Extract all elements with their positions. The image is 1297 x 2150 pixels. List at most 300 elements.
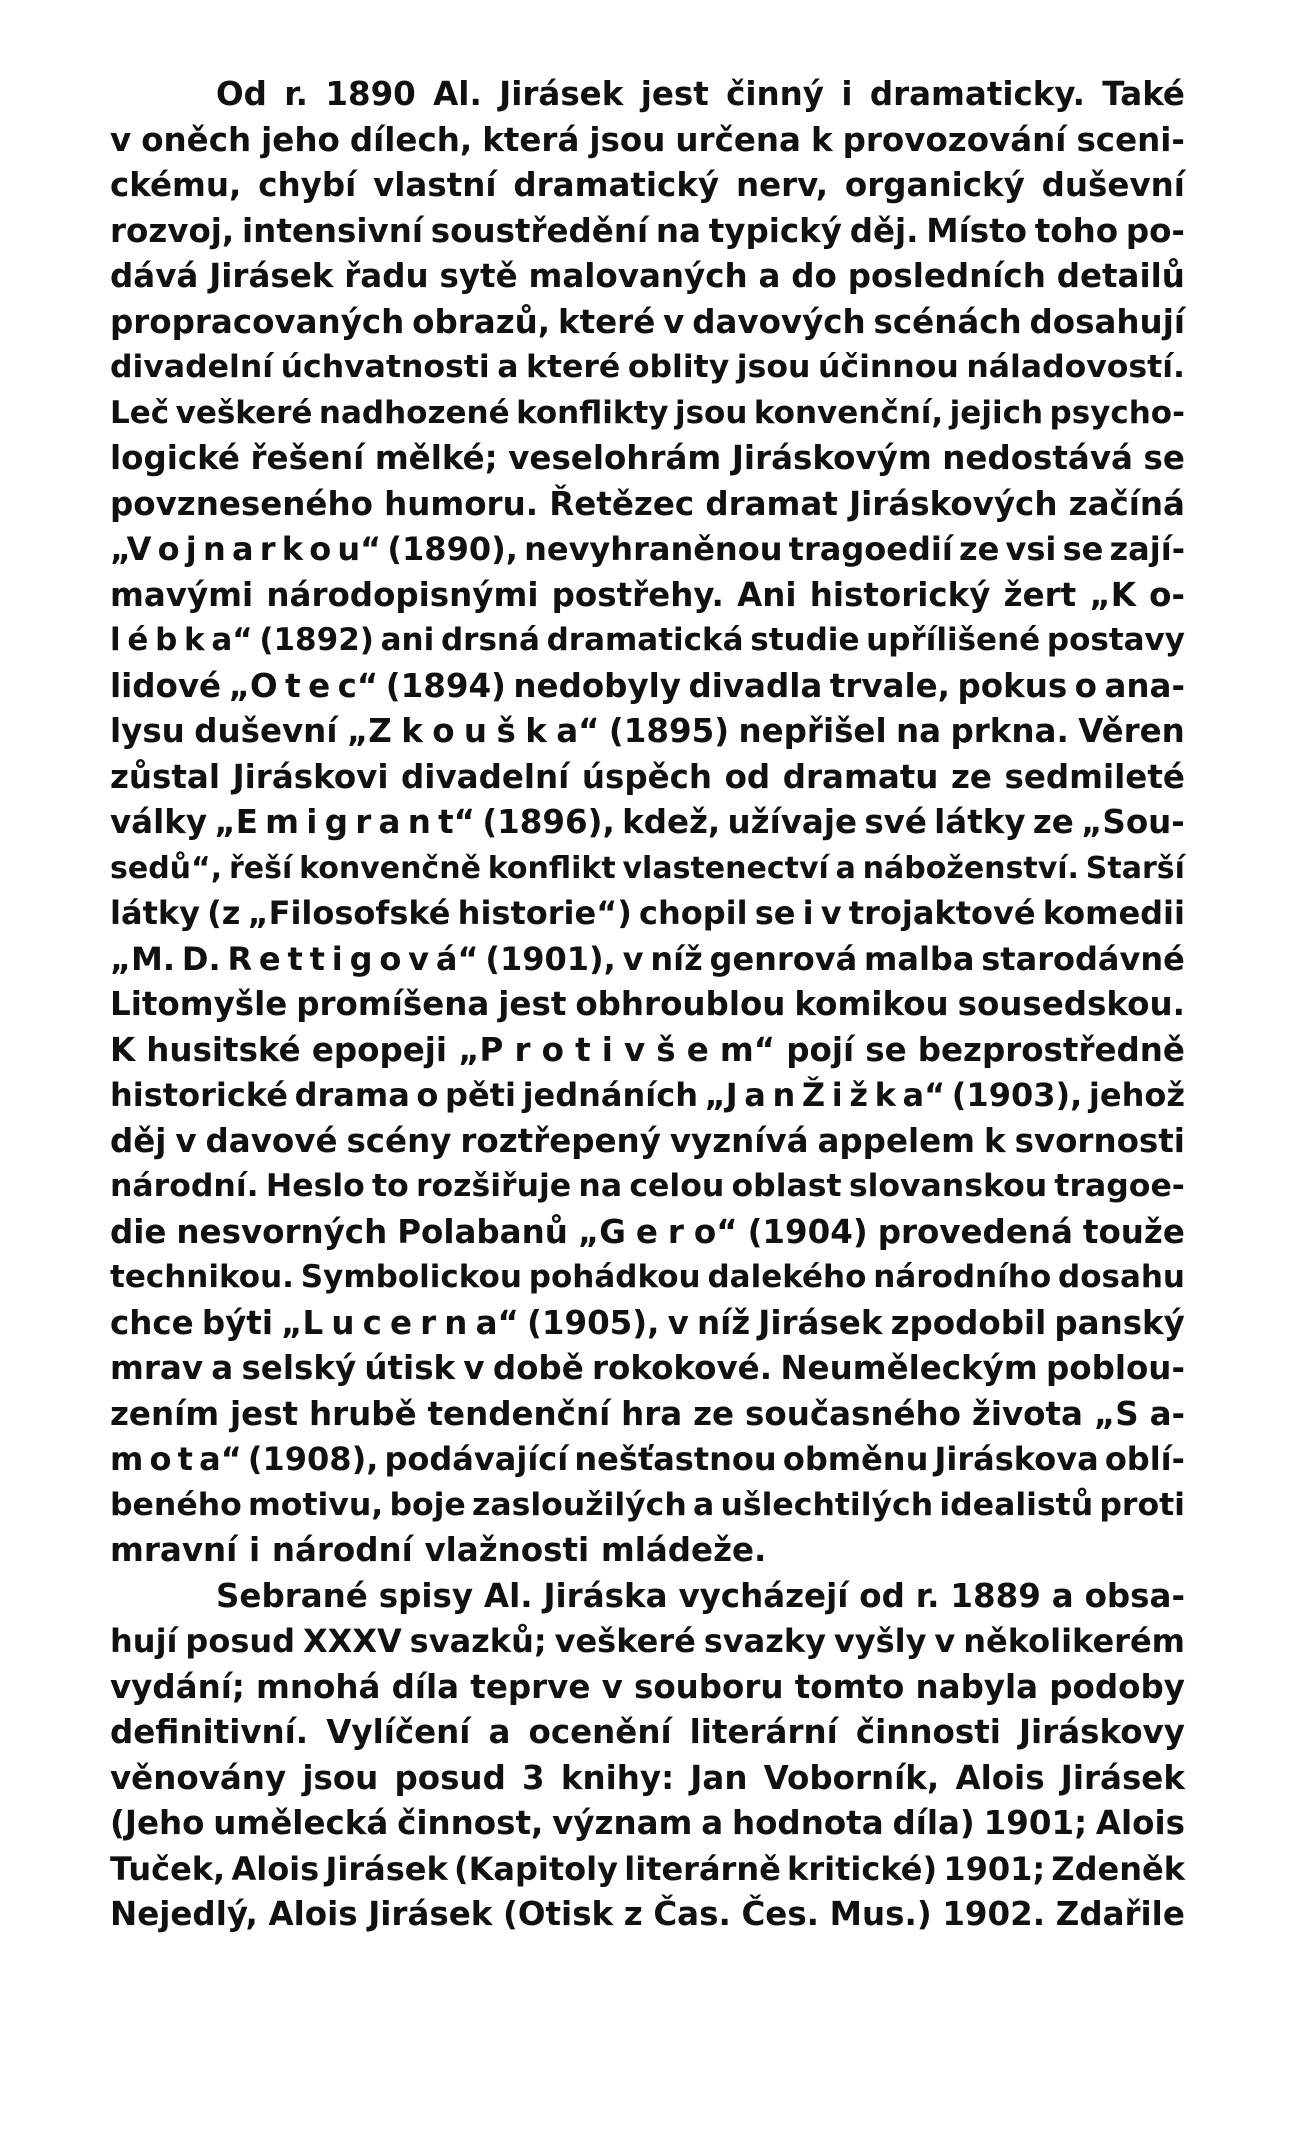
word: posledních (847, 257, 1046, 295)
word: věnovány (110, 1758, 287, 1797)
word: „V (110, 530, 152, 568)
word: žert (1003, 575, 1077, 614)
word: 1889 (950, 1576, 1041, 1615)
word: dramatická (546, 622, 744, 658)
word: vlastní (373, 166, 497, 204)
word: v (601, 1667, 623, 1706)
word: humoru. (384, 484, 539, 523)
word: scény (346, 1121, 452, 1160)
word: náboženství. (862, 850, 1079, 886)
word: e (258, 939, 281, 978)
word: vsi (1005, 530, 1057, 568)
text-line (110, 982, 1185, 1028)
word: roztřepený (460, 1121, 661, 1160)
word: celou (629, 1168, 725, 1204)
word: zůstal (110, 757, 221, 796)
word: podoby (1049, 1667, 1185, 1706)
word: historie“) (457, 894, 632, 932)
word: c (362, 1303, 382, 1342)
word: (1894) (385, 666, 506, 705)
word: zpodobil (890, 1303, 1047, 1342)
word: obsa- (1084, 1576, 1185, 1615)
text-line (110, 1710, 1185, 1756)
word: války (110, 803, 208, 841)
word: řešení (250, 439, 365, 477)
word: jejich (949, 394, 1044, 431)
word: do (791, 257, 837, 295)
word: Jirásek (209, 257, 334, 295)
word: o (309, 530, 332, 568)
word: promíšena (296, 985, 490, 1023)
word: sousedskou. (957, 985, 1185, 1023)
word: „Filosofské (247, 894, 451, 932)
word: národní. (110, 1168, 259, 1204)
word: o (541, 1030, 564, 1069)
word: i (802, 894, 814, 932)
word: divadla (688, 666, 823, 705)
word: to (372, 1168, 409, 1204)
word: i (841, 75, 853, 113)
word: š (656, 1030, 676, 1069)
word: sedů“, (110, 850, 223, 886)
word: bezprostředně (917, 1030, 1185, 1069)
word: hrubě (309, 1394, 417, 1433)
word: divadelní (401, 757, 570, 796)
word: o (416, 1076, 439, 1114)
word: r (355, 803, 372, 841)
word: Jirásek (758, 1303, 883, 1342)
word: národní (271, 1531, 413, 1569)
word: divadelní (110, 349, 274, 385)
word: g (349, 939, 373, 978)
word: trojaktové (848, 894, 1036, 932)
word: Leč (110, 394, 170, 431)
word: motivu, (247, 1486, 384, 1523)
word: komedii (1042, 894, 1185, 932)
word: davové (205, 1121, 338, 1160)
word: t“ (438, 803, 476, 841)
word: 1901; (943, 1849, 1046, 1888)
word: spisy (378, 1576, 474, 1615)
word: drsná (440, 622, 540, 658)
word: vyznívá (669, 1121, 809, 1160)
word: Heslo (265, 1168, 365, 1204)
word: c“ (337, 666, 379, 705)
word: díla (391, 1667, 460, 1706)
word: historické (110, 1076, 288, 1114)
word: Jirásek (1060, 1758, 1185, 1797)
word: pokus (957, 666, 1068, 705)
word: historický (809, 575, 991, 614)
word: určena (675, 120, 801, 159)
word: Čes. (741, 1895, 820, 1933)
word: v (934, 1622, 956, 1660)
word: chopil (639, 894, 748, 932)
word: (1905), (526, 1303, 660, 1342)
word: látky (110, 894, 200, 932)
word: mrav (110, 1349, 204, 1387)
word: „M. (110, 939, 176, 978)
text-line (110, 436, 1185, 482)
word: konvenčně (299, 850, 481, 886)
word: v (622, 939, 644, 978)
word: konflikty (516, 394, 669, 431)
word: z (623, 1895, 643, 1933)
word: genrová (709, 939, 858, 978)
word: Alois (231, 1849, 320, 1888)
word: řadu (344, 257, 429, 295)
word: posud (394, 1758, 506, 1797)
word: husitské (146, 1030, 301, 1069)
word: ze (1032, 803, 1074, 841)
word: v (623, 1030, 646, 1069)
word: ze (958, 530, 1000, 568)
word: pojí (786, 1030, 855, 1069)
word: r. (915, 1576, 940, 1615)
word: m (265, 803, 300, 841)
word: o“ (693, 1212, 738, 1251)
word: tragoe- (1054, 1168, 1185, 1204)
word: na (655, 211, 701, 250)
word: k (874, 1076, 896, 1114)
word: v (110, 120, 132, 159)
text-line (110, 1301, 1185, 1347)
text-line (110, 664, 1185, 710)
word: které (557, 302, 656, 341)
word: k (984, 1121, 1006, 1160)
word: nepřišel (738, 712, 887, 750)
word: scénách (873, 302, 1022, 341)
paragraph (110, 72, 1185, 1574)
word: nešťastnou (574, 1440, 777, 1478)
text-line (110, 1528, 1185, 1574)
word: ze (693, 1394, 735, 1433)
word: t (177, 1440, 193, 1478)
word: se (1143, 439, 1185, 477)
word: Čas. (653, 1895, 731, 1933)
word: „S (1093, 1394, 1139, 1433)
word: nevyhraněnou (524, 530, 783, 568)
word: Od (216, 75, 267, 113)
text-line (110, 1574, 1185, 1620)
text-line (110, 482, 1185, 528)
word: m“ (719, 1030, 776, 1069)
text-line (110, 1483, 1185, 1529)
word: umělecká (213, 1804, 389, 1842)
word: k (810, 120, 833, 159)
text-line (110, 1437, 1185, 1483)
word: Alois (955, 1758, 1045, 1797)
word: o (379, 939, 402, 978)
word: 1890 (325, 75, 416, 113)
word: proti (1099, 1486, 1185, 1523)
word: t (285, 666, 301, 705)
word: á“ (435, 939, 479, 978)
text-line (110, 1665, 1185, 1711)
word: R (227, 939, 253, 978)
word: t (575, 1030, 591, 1069)
word: současného (745, 1394, 962, 1433)
word: toho (1034, 211, 1119, 250)
word: k (401, 712, 423, 750)
word: ocenění (528, 1713, 672, 1751)
word: chybí (258, 166, 357, 204)
word: (z (207, 894, 241, 932)
word: vyšly (833, 1622, 927, 1660)
word: ani (380, 622, 435, 658)
word: n (407, 803, 431, 841)
word: jsou (736, 349, 811, 385)
word: Al. (433, 75, 482, 113)
word: duševní (194, 712, 338, 750)
word: době (492, 1349, 584, 1387)
word: provedená (877, 1212, 1073, 1251)
word: j (185, 530, 197, 568)
word: a (835, 850, 856, 886)
word: 1902. (942, 1895, 1046, 1933)
word: die (110, 1212, 167, 1251)
word: rokokové. (592, 1349, 773, 1387)
word: zají- (1109, 530, 1185, 568)
text-line (110, 72, 1185, 118)
word: lysu (110, 712, 185, 750)
word: pohádkou (528, 1259, 701, 1295)
word: mavými (110, 575, 254, 614)
word: „L (281, 1303, 324, 1342)
word: v (663, 302, 685, 341)
word: úchvatnosti (280, 349, 490, 385)
word: „Z (346, 712, 392, 750)
text-line (110, 1801, 1185, 1847)
word: typický (708, 211, 842, 250)
word: od (859, 1576, 905, 1615)
word: XXXV (302, 1622, 402, 1660)
text-line (110, 891, 1185, 937)
word: logické (110, 439, 240, 477)
word: r (259, 530, 276, 568)
word: panský (1054, 1303, 1185, 1342)
word: „G (577, 1212, 626, 1251)
text-line (110, 709, 1185, 755)
word: malba (864, 939, 975, 978)
word: a (744, 1076, 766, 1114)
word: (Kapitoly (453, 1849, 618, 1888)
word: komikou (794, 985, 949, 1023)
word: dalekého (707, 1259, 867, 1295)
word: trvale, (829, 666, 950, 705)
word: chce (110, 1303, 194, 1342)
word: jsou (302, 1758, 379, 1797)
word: hra (621, 1394, 683, 1433)
word: obhroublou (575, 985, 786, 1023)
word: r (514, 1030, 531, 1069)
word: několikerém (963, 1622, 1185, 1660)
text-line (110, 118, 1185, 164)
word: o (149, 1440, 172, 1478)
word: „K (1089, 575, 1136, 614)
word: studie (750, 622, 860, 658)
word: a (692, 1486, 715, 1523)
word: dává (110, 257, 199, 295)
word: se (1062, 530, 1104, 568)
word: konflikt (487, 850, 616, 886)
word: g (324, 803, 348, 841)
word: „Sou- (1081, 803, 1185, 841)
word: propracovaných (110, 302, 405, 341)
word: dramatický (513, 166, 720, 204)
word: v (408, 939, 429, 978)
text-line (110, 1847, 1185, 1893)
word: o (432, 712, 455, 750)
text-line (110, 1392, 1185, 1438)
word: k (281, 530, 303, 568)
word: účinnou (817, 349, 959, 385)
word: a“ (199, 1440, 242, 1478)
word: a (488, 1713, 511, 1751)
word: k (183, 622, 205, 658)
word: jednáních (522, 1076, 699, 1114)
word: v (667, 1303, 689, 1342)
word: vlastenectví (622, 850, 829, 886)
word: epopeji (311, 1030, 448, 1069)
word: na (578, 1168, 623, 1204)
text-line (110, 937, 1185, 983)
word: a (758, 257, 781, 295)
word: vlažnosti (424, 1531, 590, 1569)
word: své (864, 803, 927, 841)
word: hují (110, 1622, 178, 1660)
word: knihy: (560, 1758, 675, 1797)
word: nadhozené (318, 394, 510, 431)
word: (1892) (259, 622, 374, 658)
word: které (526, 349, 621, 385)
word: Sebrané (216, 1576, 368, 1615)
word: Jirásek (499, 75, 624, 113)
word: jest (498, 985, 567, 1023)
word: drama (294, 1076, 410, 1114)
word: t (309, 939, 325, 978)
word: činný (726, 75, 824, 113)
word: (Jeho (110, 1804, 205, 1842)
word: činnosti (855, 1713, 1001, 1751)
word: obměnu (782, 1440, 929, 1478)
word: ze (950, 757, 992, 796)
word: konvenční, (753, 394, 944, 431)
word: davových (692, 302, 866, 341)
word: jeho (261, 120, 340, 159)
word: l (110, 622, 121, 658)
word: i (601, 1030, 613, 1069)
word: D. (181, 939, 221, 978)
word: Litomyšle (110, 985, 288, 1023)
word: děj. (849, 211, 919, 250)
word: Voborník, (763, 1758, 940, 1797)
word: a (497, 349, 519, 385)
word: a (211, 1349, 234, 1387)
word: psycho- (1049, 394, 1185, 431)
word: K (110, 1030, 136, 1069)
word: intensivní (242, 211, 423, 250)
word: a“ (475, 1303, 519, 1342)
word: díla) (892, 1804, 975, 1842)
word: n (772, 1076, 796, 1114)
word: n (444, 1303, 468, 1342)
word: o (157, 530, 180, 568)
word: „P (458, 1030, 504, 1069)
word: mravní (110, 1531, 238, 1569)
word: postřehy. (551, 575, 724, 614)
word: Jan (690, 1758, 748, 1797)
word: svazky (703, 1622, 826, 1660)
text-line (110, 1346, 1185, 1392)
word: Vylíčení (326, 1713, 471, 1751)
word: Místo (926, 211, 1027, 250)
word: tragoedií (788, 530, 953, 568)
word: národního (873, 1259, 1052, 1295)
word: e (389, 1303, 413, 1342)
word: mělké; (374, 439, 498, 477)
word: v (175, 1121, 197, 1160)
word: Jiráskových (849, 484, 1058, 523)
word: rozvoj, (110, 211, 235, 250)
word: života (971, 1394, 1083, 1433)
word: Nejedlý, (110, 1895, 258, 1933)
word: dílech, (349, 120, 473, 159)
word: Ž (801, 1076, 826, 1114)
word: oblity (627, 349, 730, 385)
word: š (496, 712, 516, 750)
word: veselohrám (508, 439, 722, 477)
text-line (110, 1028, 1185, 1074)
word: níž (650, 939, 703, 978)
word: a“ (556, 712, 600, 750)
word: m (110, 1440, 144, 1478)
word: a (1051, 1576, 1074, 1615)
word: sedmileté (1004, 757, 1185, 796)
text-column (110, 72, 1185, 1938)
word: úspěch (581, 757, 713, 796)
word: Jiráskova (934, 1440, 1099, 1478)
word: Tuček, (110, 1849, 226, 1888)
word: podávající (384, 1440, 569, 1478)
word: a“ (211, 622, 253, 658)
word: literární (689, 1713, 838, 1751)
word: technikou. (110, 1259, 294, 1295)
word: význam (552, 1804, 693, 1842)
word: Zdeněk (1051, 1849, 1185, 1888)
word: i (831, 1076, 843, 1114)
word: i (331, 939, 343, 978)
word: b (155, 622, 178, 658)
word: obrazů, (412, 302, 551, 341)
word: r (420, 1303, 437, 1342)
word: jsou (589, 120, 666, 159)
word: a“ (902, 1076, 946, 1114)
word: slovanskou (848, 1168, 1048, 1204)
word: jest (230, 1394, 299, 1433)
word: boje (389, 1486, 466, 1523)
word: Jiráskovi (232, 757, 389, 796)
word: Také (1102, 75, 1185, 113)
word: touže (1082, 1212, 1185, 1251)
word: ušlechtilých (720, 1486, 934, 1523)
text-line (110, 300, 1185, 346)
word: k (525, 712, 547, 750)
word: kritické) (787, 1849, 938, 1888)
word: pěti (445, 1076, 516, 1114)
word: se (754, 894, 796, 932)
word: r. (284, 75, 308, 113)
